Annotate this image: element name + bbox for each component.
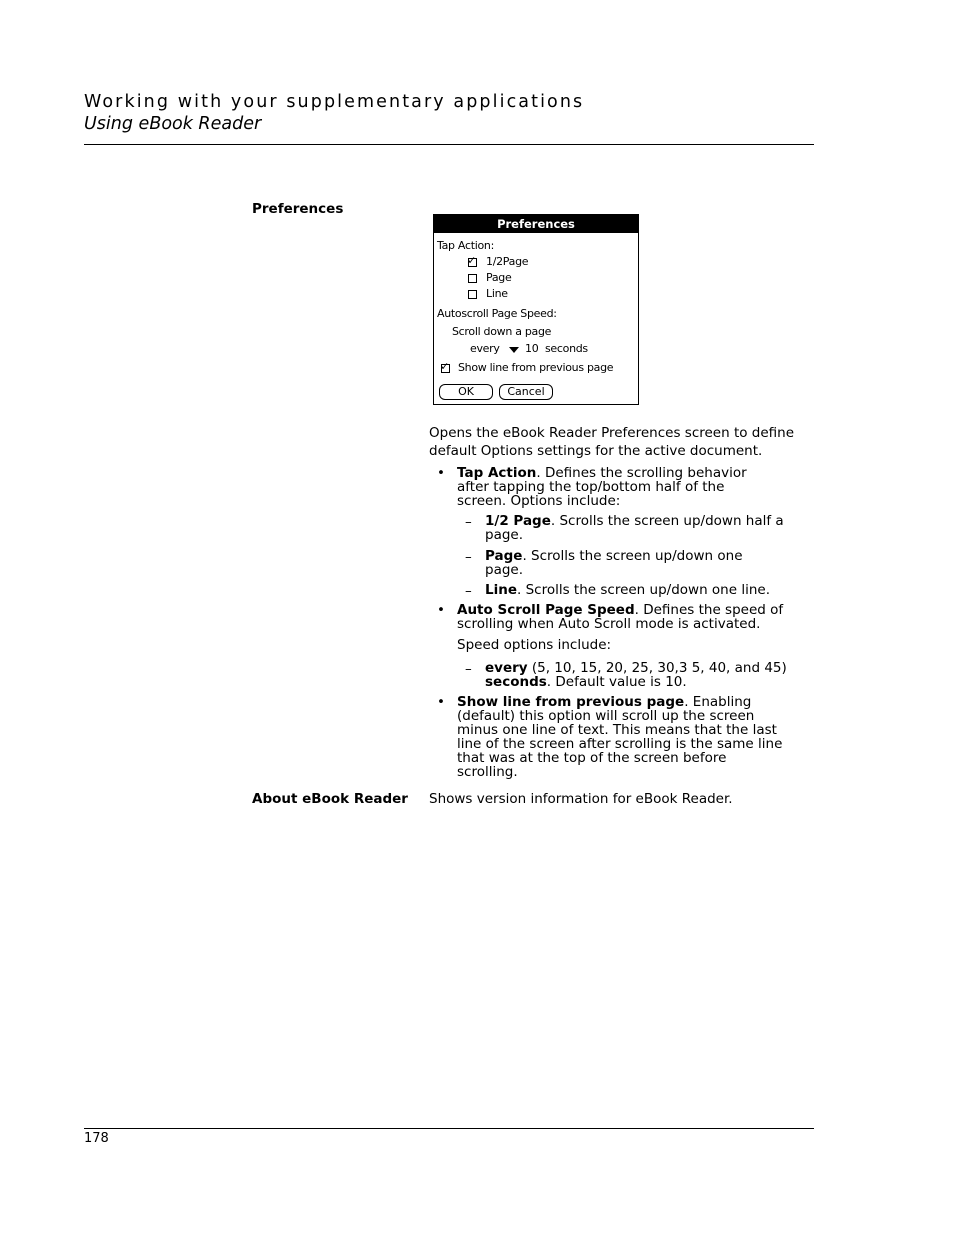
intro-line: Opens the eBook Reader Preferences screen to define: [429, 425, 795, 441]
speed-options-text: Speed options include:: [457, 637, 612, 653]
dash-icon: –: [465, 661, 472, 677]
option-checkbox-half-page[interactable]: [468, 253, 477, 267]
line-term: Line: [485, 582, 517, 598]
dropdown-arrow-icon[interactable]: [509, 347, 519, 353]
show-line-label: Show line from previous page: [458, 361, 614, 374]
checkmark-icon: ✓: [441, 359, 449, 373]
item-text: (default) this option will scroll up the screen: [457, 708, 755, 724]
scroll-down-label: Scroll down a page: [452, 325, 552, 338]
item-text: . Scrolls the screen up/down one: [522, 548, 743, 564]
item-text: . Default value is 10.: [546, 674, 687, 690]
item-text: scrolling.: [457, 764, 518, 780]
preferences-label: Preferences: [252, 201, 344, 217]
cancel-button[interactable]: Cancel: [499, 384, 553, 400]
item-text: (5, 10, 15, 20, 25, 30,3 5, 40, and 45): [527, 660, 787, 676]
chapter-title: Working with your supplementary applications: [84, 92, 585, 112]
item-text: . Scrolls the screen up/down one line.: [517, 582, 770, 598]
footer-divider: [84, 1128, 814, 1129]
about-label: About eBook Reader: [252, 791, 408, 807]
about-text: Shows version information for eBook Reader.: [429, 791, 733, 807]
bullet-icon: •: [437, 465, 445, 481]
item-text: . Scrolls the screen up/down half a: [550, 513, 784, 529]
half-page-item: [485, 514, 784, 542]
page-term: Page: [485, 548, 523, 564]
bullet-icon: •: [437, 694, 445, 710]
preferences-dialog: [433, 214, 639, 405]
section-subtitle: Using eBook Reader: [84, 114, 262, 134]
bullet-icon: •: [437, 602, 445, 618]
show-line-item: [457, 695, 782, 779]
show-line-checkbox[interactable]: [441, 359, 450, 373]
item-text: scrolling when Auto Scroll mode is activated.: [457, 616, 761, 632]
dialog-title: Preferences: [434, 215, 638, 233]
ok-button[interactable]: OK: [439, 384, 493, 400]
autoscroll-label: Autoscroll Page Speed:: [437, 307, 557, 320]
auto-scroll-item: [457, 603, 783, 631]
intro-paragraph: [429, 424, 799, 460]
item-text: minus one line of text. This means that the last: [457, 722, 777, 738]
dash-icon: –: [465, 583, 472, 599]
item-text: line of the screen after scrolling is the same line: [457, 736, 783, 752]
speed-value[interactable]: 10: [525, 342, 539, 355]
seconds-label: seconds: [545, 342, 588, 355]
show-line-term: Show line from previous page: [457, 694, 685, 710]
every-label: every: [470, 342, 500, 355]
item-text: page.: [485, 562, 524, 578]
auto-scroll-term: Auto Scroll Page Speed: [457, 602, 635, 618]
tap-action-item: [457, 466, 747, 508]
checkmark-icon: ✓: [468, 253, 476, 267]
item-text: screen. Options include:: [457, 493, 621, 509]
item-text: after tapping the top/bottom half of the: [457, 479, 725, 495]
dash-icon: –: [465, 549, 472, 565]
option-checkbox-page[interactable]: [468, 274, 477, 283]
item-text: that was at the top of the screen before: [457, 750, 727, 766]
item-text: page.: [485, 527, 524, 543]
line-item: [485, 583, 770, 597]
item-text: . Defines the scrolling behavior: [536, 465, 747, 481]
header-divider: [84, 144, 814, 145]
every-term: every: [485, 660, 528, 676]
option-label-line: Line: [486, 287, 508, 300]
tap-action-label: Tap Action:: [437, 239, 494, 252]
option-label-page: Page: [486, 271, 512, 284]
option-checkbox-line[interactable]: [468, 290, 477, 299]
item-text: . Enabling: [684, 694, 752, 710]
page-number: 178: [84, 1131, 109, 1146]
intro-line: default Options settings for the active document.: [429, 443, 763, 459]
tap-action-term: Tap Action: [457, 465, 537, 481]
option-label-half-page: 1/2Page: [486, 255, 529, 268]
half-page-term: 1/2 Page: [485, 513, 551, 529]
seconds-term: seconds: [485, 674, 547, 690]
every-item: [485, 661, 787, 689]
page-item: [485, 549, 743, 577]
item-text: . Defines the speed of: [634, 602, 784, 618]
dash-icon: –: [465, 514, 472, 530]
